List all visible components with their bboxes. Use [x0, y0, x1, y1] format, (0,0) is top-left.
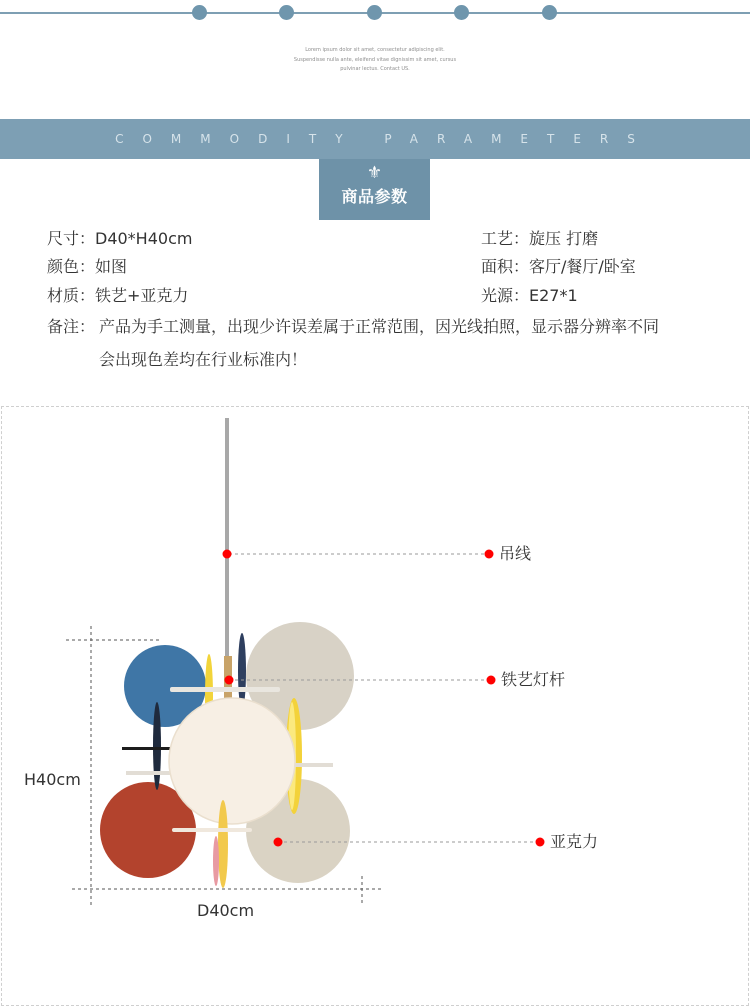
- callout-dot: [487, 676, 496, 685]
- callout-label-rod: 铁艺灯杆: [501, 670, 566, 689]
- timeline-dot: [279, 5, 294, 20]
- param-note-line: 产品为手工测量，出现少许误差属于正常范围，因光线拍照，显示器分辨率不同: [99, 317, 660, 336]
- lamp-illustration: [0, 406, 750, 992]
- callout-label-acrylic: 亚克力: [550, 832, 599, 851]
- callout-dot: [225, 676, 234, 685]
- timeline-dot: [192, 5, 207, 20]
- timeline-dot: [454, 5, 469, 20]
- height-label: H40cm: [24, 770, 81, 789]
- acrylic-disc-edge: [238, 633, 246, 709]
- acrylic-disc-edge: [170, 687, 280, 692]
- param-note-line: 会出现色差均在行业标准内！: [99, 350, 308, 369]
- timeline-dot: [367, 5, 382, 20]
- callout-dot: [274, 838, 283, 847]
- param-note-label: 备注：: [47, 317, 96, 336]
- section-tab: [319, 159, 430, 220]
- hanging-wire: [225, 418, 229, 674]
- param-material: 材质：铁艺+亚克力: [47, 286, 189, 305]
- lorem-line: pulvinar lectus. Contact US.: [340, 66, 410, 72]
- callout-dot: [223, 550, 232, 559]
- acrylic-disc-edge: [213, 836, 219, 886]
- callout-dot: [536, 838, 545, 847]
- fleur-de-lis-icon: ⚜: [366, 163, 383, 183]
- param-craft: 工艺：旋压 打磨: [481, 229, 599, 248]
- lorem-line: Suspendisse nulla ante, eleifend vitae dignissim sit amet, cursus: [293, 56, 457, 63]
- section-title-en: COMMODITY PARAMETERS: [115, 132, 654, 146]
- lorem-line: Lorem ipsum dolor sit amet, consectetur adipiscing elit.: [305, 47, 445, 53]
- acrylic-disc-edge: [153, 702, 161, 790]
- acrylic-disc-edge: [218, 800, 228, 888]
- callout-dot: [485, 550, 494, 559]
- acrylic-disc-edge: [172, 828, 252, 832]
- param-color: 颜色：如图: [47, 257, 128, 276]
- param-area: 面积：客厅/餐厅/卧室: [481, 257, 636, 276]
- timeline-dot: [542, 5, 557, 20]
- lorem-text: [0, 46, 750, 75]
- callout-label-wire: 吊线: [499, 544, 532, 563]
- section-title-cn: 商品参数: [341, 187, 408, 206]
- param-size: 尺寸：D40*H40cm: [47, 229, 193, 248]
- width-label: D40cm: [197, 901, 255, 920]
- param-light: 光源：E27*1: [481, 286, 578, 305]
